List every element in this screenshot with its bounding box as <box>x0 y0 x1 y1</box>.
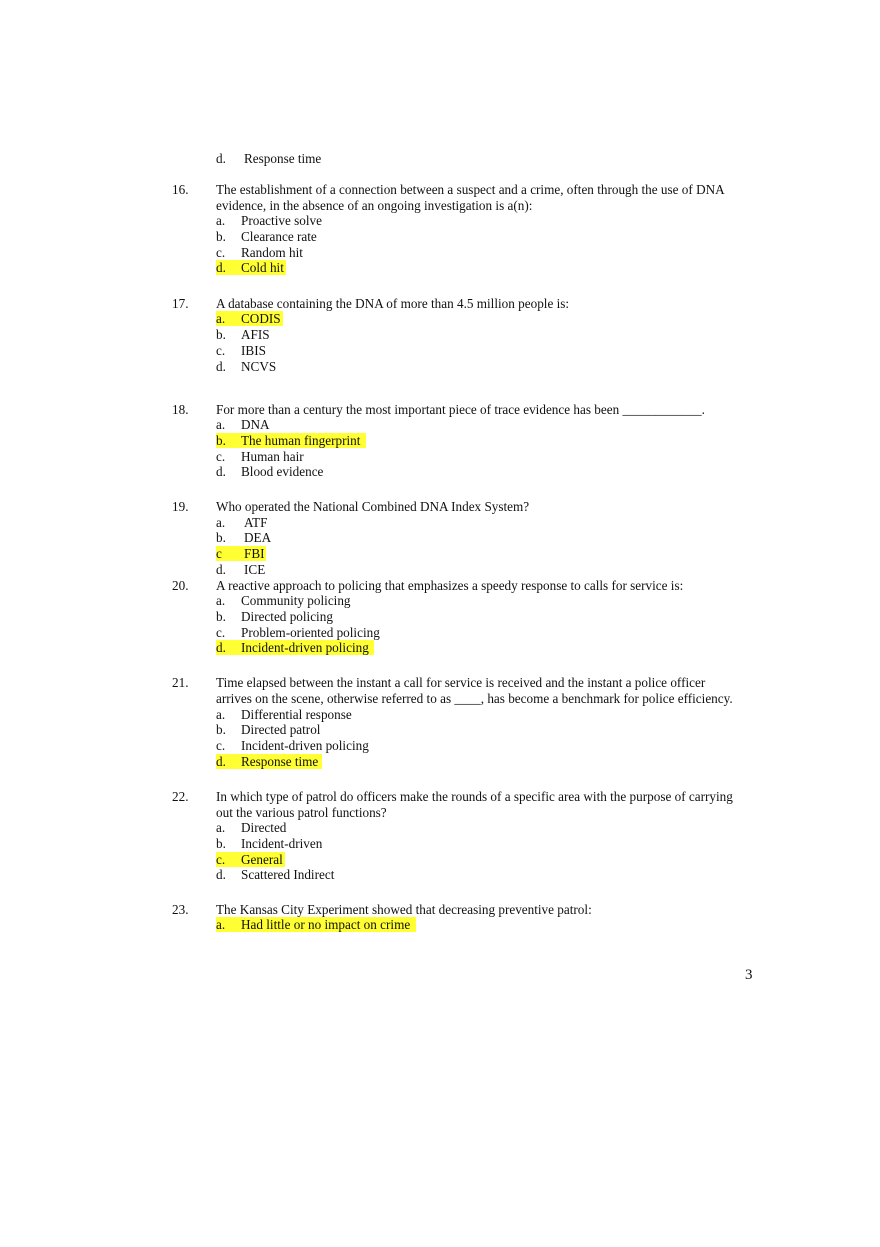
option-letter: d. <box>216 562 226 577</box>
option-text: The human fingerprint <box>241 433 361 448</box>
question-number: 16. <box>172 182 189 197</box>
option-text: DNA <box>241 417 270 432</box>
question-text-line: evidence, in the absence of an ongoing investigation is a(n): <box>216 198 533 213</box>
option-letter: d. <box>216 464 226 479</box>
option-letter: d. <box>216 867 226 882</box>
option-letter: b. <box>216 433 226 448</box>
option-letter: b. <box>216 229 226 244</box>
question-number: 18. <box>172 402 189 417</box>
option-text: Incident-driven policing <box>241 738 369 753</box>
option-text: Community policing <box>241 593 351 608</box>
option-letter: d. <box>216 260 226 275</box>
question-text-line: Time elapsed between the instant a call for service is received and the instant a police officer <box>216 675 706 690</box>
page-number: 3 <box>745 967 753 983</box>
option-letter: a. <box>216 311 226 326</box>
option-letter: b. <box>216 530 226 545</box>
option-letter: c <box>216 546 222 561</box>
option-text: ATF <box>244 515 268 530</box>
option-text: IBIS <box>241 343 266 358</box>
option-c-highlighted-answer <box>216 546 266 561</box>
question-number: 21. <box>172 675 189 690</box>
option-text: Human hair <box>241 449 304 464</box>
option-text: General <box>241 852 283 867</box>
option-text: Response time <box>241 754 319 769</box>
option-letter: d. <box>216 359 226 374</box>
question-text-line: The Kansas City Experiment showed that decreasing preventive patrol: <box>216 902 592 917</box>
option-text: Differential response <box>241 707 352 722</box>
option-letter: d. <box>216 754 226 769</box>
option-letter: b. <box>216 722 226 737</box>
option-text: Had little or no impact on crime <box>241 917 411 932</box>
option-text: Clearance rate <box>241 229 317 244</box>
option-d-highlighted-answer <box>216 754 322 769</box>
question-text-line: In which type of patrol do officers make the rounds of a specific area with the purpose of carrying <box>216 789 733 804</box>
option-text: Directed policing <box>241 609 333 624</box>
question-number: 19. <box>172 499 189 514</box>
option-letter: d. <box>216 151 226 166</box>
option-letter: b. <box>216 836 226 851</box>
option-a-highlighted-answer <box>216 917 416 932</box>
question-text-line: A database containing the DNA of more than 4.5 million people is: <box>216 296 570 311</box>
option-letter: b. <box>216 609 226 624</box>
option-text: Problem-oriented policing <box>241 625 380 640</box>
option-letter: c. <box>216 625 226 640</box>
option-text: Directed <box>241 820 287 835</box>
option-text: FBI <box>244 546 265 561</box>
question-number: 20. <box>172 578 189 593</box>
option-c-highlighted-answer <box>216 852 285 867</box>
option-letter: d. <box>216 640 226 655</box>
carryover-option <box>216 151 336 166</box>
option-letter: c. <box>216 852 226 867</box>
option-text: NCVS <box>241 359 277 374</box>
option-text: Scattered Indirect <box>241 867 335 882</box>
question-number: 17. <box>172 296 189 311</box>
option-text: Random hit <box>241 245 303 260</box>
option-text: Response time <box>244 151 322 166</box>
option-letter: c. <box>216 245 226 260</box>
option-letter: b. <box>216 327 226 342</box>
question-number: 23. <box>172 902 189 917</box>
question-text-line: Who operated the National Combined DNA Index System? <box>216 499 530 514</box>
option-letter: a. <box>216 417 226 432</box>
option-text: Cold hit <box>241 260 284 275</box>
question-text-line: For more than a century the most important piece of trace evidence has been ____________. <box>216 402 705 417</box>
question-text-line: arrives on the scene, otherwise referred to as ____, has become a benchmark for police efficiency. <box>216 691 733 706</box>
option-text: Proactive solve <box>241 213 322 228</box>
question-number: 22. <box>172 789 189 804</box>
option-letter: a. <box>216 917 226 932</box>
option-a-highlighted-answer <box>216 311 283 326</box>
option-text: ICE <box>244 562 266 577</box>
option-text: CODIS <box>241 311 281 326</box>
question-text-line: A reactive approach to policing that emphasizes a speedy response to calls for service is: <box>216 578 684 593</box>
option-text: Blood evidence <box>241 464 324 479</box>
option-letter: c. <box>216 343 226 358</box>
option-text: Incident-driven policing <box>241 640 369 655</box>
option-letter: a. <box>216 707 226 722</box>
option-d-highlighted-answer <box>216 640 374 655</box>
option-letter: a. <box>216 820 226 835</box>
option-letter: c. <box>216 738 226 753</box>
option-letter: a. <box>216 515 226 530</box>
option-letter: a. <box>216 593 226 608</box>
option-d-highlighted-answer <box>216 260 286 275</box>
option-text: Directed patrol <box>241 722 321 737</box>
option-text: Incident-driven <box>241 836 323 851</box>
option-text: DEA <box>244 530 272 545</box>
question-text-line: out the various patrol functions? <box>216 805 387 820</box>
option-b-highlighted-answer <box>216 433 366 448</box>
question-text-line: The establishment of a connection between a suspect and a crime, often through the use of DNA <box>216 182 725 197</box>
option-letter: a. <box>216 213 226 228</box>
option-letter: c. <box>216 449 226 464</box>
option-text: AFIS <box>241 327 270 342</box>
